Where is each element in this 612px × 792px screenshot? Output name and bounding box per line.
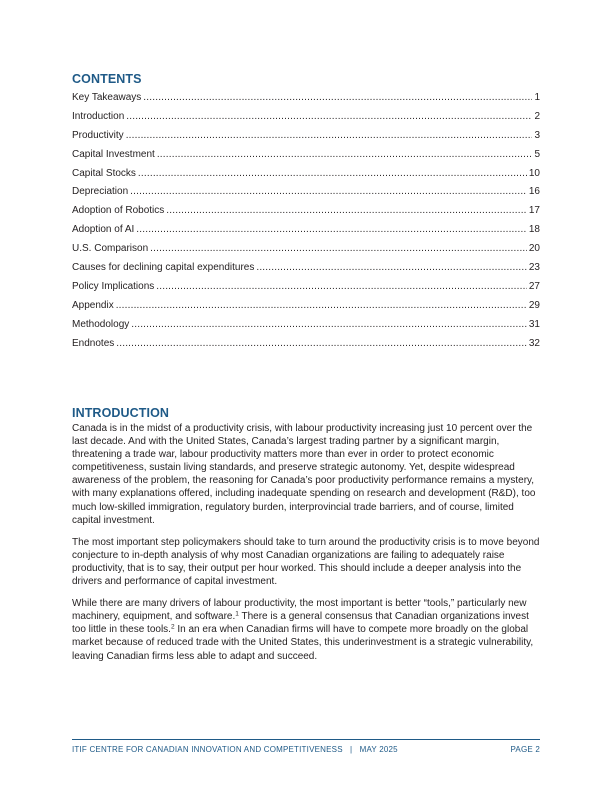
paragraph-text: In an era when Canadian firms will have to compete more broadly on the global market because of reduced trade with the United States, this underinvestment is a strategic vulnerability, leaving Canadian firms less able to adapt and succeed. bbox=[72, 624, 534, 662]
toc-entry-title: U.S. Comparison bbox=[72, 243, 149, 255]
toc-entry[interactable] bbox=[72, 165, 540, 184]
toc-entry[interactable] bbox=[72, 221, 540, 240]
toc-entry-page: 27 bbox=[528, 280, 540, 292]
toc-leader-dots bbox=[126, 127, 533, 146]
toc-entry[interactable] bbox=[72, 202, 540, 221]
footer-page-number: PAGE 2 bbox=[510, 745, 540, 754]
toc-entry[interactable] bbox=[72, 297, 540, 316]
toc-entry-title: Methodology bbox=[72, 318, 130, 330]
toc-entry-page: 29 bbox=[528, 299, 540, 311]
table-of-contents bbox=[72, 89, 540, 353]
toc-leader-dots bbox=[157, 146, 533, 165]
toc-entry[interactable] bbox=[72, 278, 540, 297]
toc-entry-page: 32 bbox=[528, 337, 540, 349]
toc-entry[interactable] bbox=[72, 259, 540, 278]
toc-entry-title: Adoption of Robotics bbox=[72, 205, 165, 217]
toc-entry[interactable] bbox=[72, 240, 540, 259]
toc-entry-page: 1 bbox=[534, 92, 540, 103]
toc-entry-page: 18 bbox=[528, 224, 540, 236]
toc-leader-dots bbox=[136, 221, 527, 240]
footnote-ref[interactable]: 1 bbox=[235, 610, 239, 618]
paragraph-text: While there are many drivers of labour productivity, the most important is better “tools,” particularly new machinery, equipment, and software. bbox=[72, 598, 527, 623]
toc-entry[interactable] bbox=[72, 183, 540, 202]
toc-entry[interactable] bbox=[72, 146, 540, 165]
footer-separator: | bbox=[350, 745, 353, 754]
toc-leader-dots bbox=[166, 202, 527, 221]
toc-entry-title: Productivity bbox=[72, 129, 124, 141]
toc-entry-title: Policy Implications bbox=[72, 280, 155, 292]
toc-entry[interactable] bbox=[72, 89, 540, 108]
toc-leader-dots bbox=[256, 259, 527, 278]
toc-entry-page: 3 bbox=[534, 129, 540, 141]
paragraph bbox=[72, 597, 540, 662]
paragraph-text: There is a general consensus that Canadian organizations invest too little in these tools. bbox=[72, 611, 529, 636]
toc-leader-dots bbox=[138, 165, 527, 184]
toc-entry-title: Introduction bbox=[72, 110, 125, 122]
footer-date: MAY 2025 bbox=[359, 745, 398, 754]
contents-heading: CONTENTS bbox=[72, 72, 142, 86]
introduction-body bbox=[72, 422, 540, 672]
toc-entry-title: Capital Stocks bbox=[72, 167, 136, 179]
toc-entry-page: 20 bbox=[528, 243, 540, 255]
paragraph: The most important step policymakers should take to turn around the productivity crisis is to move beyond conjecture to in-depth analysis of why most Canadian organizations are failing to adequately raise productivity, that is to say, their output per hour worked. This should include a deeper analysis into the drivers and performance of capital investment. bbox=[72, 536, 540, 588]
toc-entry[interactable] bbox=[72, 316, 540, 335]
toc-entry-title: Capital Investment bbox=[72, 148, 155, 160]
toc-leader-dots bbox=[156, 278, 527, 297]
page-footer bbox=[72, 745, 540, 754]
introduction-heading: INTRODUCTION bbox=[72, 406, 170, 420]
toc-entry-page: 17 bbox=[528, 205, 540, 217]
footer-left bbox=[72, 745, 398, 754]
toc-entry-title: Appendix bbox=[72, 299, 114, 311]
toc-leader-dots bbox=[126, 108, 532, 127]
toc-entry-page: 2 bbox=[534, 110, 540, 122]
toc-entry-page: 5 bbox=[534, 148, 540, 160]
toc-entry-page: 31 bbox=[528, 318, 540, 330]
toc-entry[interactable] bbox=[72, 335, 540, 354]
toc-entry[interactable] bbox=[72, 127, 540, 146]
footnote-ref[interactable]: 2 bbox=[170, 623, 175, 631]
footer-org: ITIF CENTRE FOR CANADIAN INNOVATION AND COMPETITIVENESS bbox=[72, 745, 343, 754]
toc-leader-dots bbox=[116, 335, 527, 354]
toc-entry-page: 23 bbox=[528, 262, 540, 274]
toc-entry-title: Endnotes bbox=[72, 337, 115, 349]
toc-entry-title: Depreciation bbox=[72, 186, 129, 198]
toc-leader-dots bbox=[131, 316, 527, 335]
toc-entry-page: 16 bbox=[528, 186, 540, 198]
footer-divider bbox=[72, 739, 540, 740]
toc-entry-title: Causes for declining capital expenditures bbox=[72, 262, 255, 274]
toc-leader-dots bbox=[143, 89, 532, 108]
toc-entry-page: 10 bbox=[528, 167, 540, 179]
toc-entry-title: Adoption of AI bbox=[72, 224, 135, 236]
paragraph: Canada is in the midst of a productivity crisis, with labour productivity increasing just 10 percent over the last decade. And with the United States, Canada’s largest trading partner by a significant margin, threatening a trade war, labour productivity matters more than ever in order to protect economic competitiveness, sustain living standards, and preserve strategic autonomy. Yet, despite widespread awareness of the problem, the reasoning for Canada’s poor productivity performance remains a mystery, with many explanations offered, including inadequate spending on research and development (R&D), too much low-skilled immigration, regulatory burden, interprovincial trade barriers, and of course, limited capital investment. bbox=[72, 423, 536, 526]
toc-leader-dots bbox=[116, 297, 527, 316]
toc-leader-dots bbox=[150, 240, 527, 259]
toc-leader-dots bbox=[130, 183, 527, 202]
toc-entry[interactable] bbox=[72, 108, 540, 127]
toc-entry-title: Key Takeaways bbox=[72, 92, 142, 103]
